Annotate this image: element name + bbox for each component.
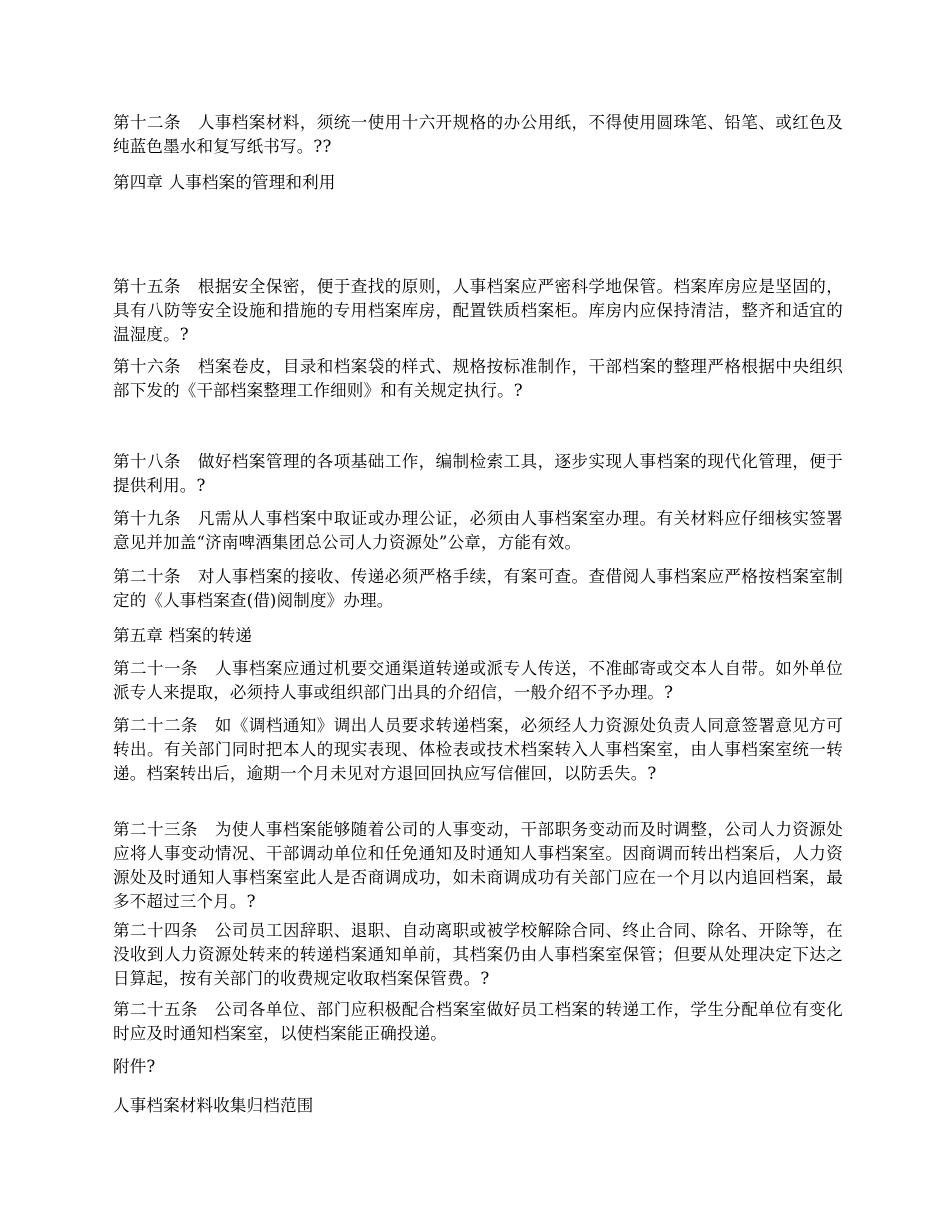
article-23: 第二十三条 为使人事档案能够随着公司的人事变动，干部职务变动而及时调整，公司人力资源处应将人事变动情况、干部调动单位和任免通知及时通知人事档案室。因商调而转出档案后，人力资源处及时通知人事档案室此人是否商调成功，如未商调成功有关部门应在一个月以内追回档案，最多不超过三个月。? bbox=[113, 820, 843, 911]
appendix-label: 附件? bbox=[113, 1057, 156, 1076]
article-15: 第十五条 根据安全保密，便于查找的原则，人事档案应严密科学地保管。档案库房应是坚固的，具有八防等安全设施和措施的专用档案库房，配置铁质档案柜。库房内应保持清洁，整齐和适宜的温湿度。? bbox=[113, 277, 843, 344]
appendix-title: 人事档案材料收集归档范围 bbox=[113, 1096, 314, 1115]
article-25: 第二十五条 公司各单位、部门应积极配合档案室做好员工档案的转递工作，学生分配单位有变化时应及时通知档案室，以使档案能正确投递。 bbox=[113, 1000, 843, 1043]
article-12: 第十二条 人事档案材料，须统一使用十六开规格的办公用纸，不得使用圆珠笔、铅笔、或红色及纯蓝色墨水和复写纸书写。?? bbox=[113, 113, 843, 156]
article-22: 第二十二条 如《调档通知》调出人员要求转递档案，必须经人力资源处负责人同意签署意见方可转出。有关部门同时把本人的现实表现、体检表或技术档案转入人事档案室，由人事档案室统一转递。档案转出后，逾期一个月未见对方退回回执应写信催回，以防丢失。? bbox=[113, 716, 843, 783]
article-19: 第十九条 凡需从人事档案中取证或办理公证，必须由人事档案室办理。有关材料应仔细核实签署意见并加盖“济南啤酒集团总公司人力资源处”公章，方能有效。 bbox=[113, 509, 843, 552]
article-18: 第十八条 做好档案管理的各项基础工作，编制检索工具，逐步实现人事档案的现代化管理，便于提供利用。? bbox=[113, 452, 843, 495]
article-20: 第二十条 对人事档案的接收、传递必须严格手续，有案可查。查借阅人事档案应严格按档案室制定的《人事档案查(借)阅制度》办理。 bbox=[113, 567, 843, 610]
article-16: 第十六条 档案卷皮，目录和档案袋的样式、规格按标准制作，干部档案的整理严格根据中央组织部下发的《干部档案整理工作细则》和有关规定执行。? bbox=[113, 357, 843, 400]
chapter-5-heading: 第五章 档案的转递 bbox=[113, 626, 253, 645]
article-21: 第二十一条 人事档案应通过机要交通渠道转递或派专人传送，不准邮寄或交本人自带。如外单位派专人来提取，必须持人事或组织部门出具的介绍信，一般介绍不予办理。? bbox=[113, 659, 843, 702]
article-24: 第二十四条 公司员工因辞职、退职、自动离职或被学校解除合同、终止合同、除名、开除等，在没收到人力资源处转来的转递档案通知单前，其档案仍由人事档案室保管；但要从处理决定下达之日算起，按有关部门的收费规定收取档案保管费。? bbox=[113, 921, 843, 988]
chapter-4-heading: 第四章 人事档案的管理和利用 bbox=[113, 173, 336, 192]
